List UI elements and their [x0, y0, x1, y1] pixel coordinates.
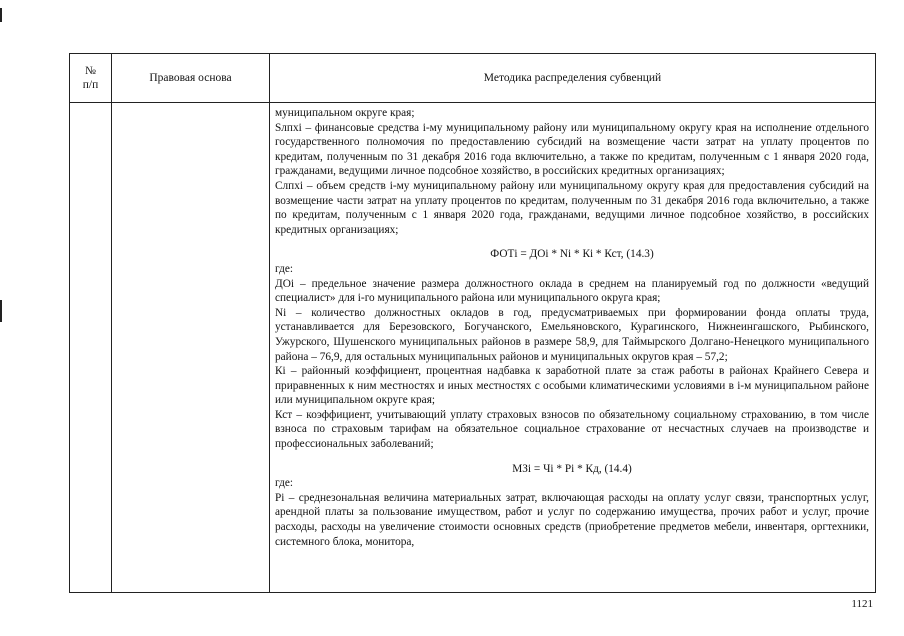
table-header-row: [70, 54, 876, 103]
where-label: где:: [275, 477, 293, 490]
header-legal-basis: Правовая основа: [112, 54, 270, 103]
margin-mark-middle: [0, 300, 2, 322]
header-number: № п/п: [70, 54, 112, 103]
paragraph: Кст – коэффициент, учитывающий уплату страховых взносов по обязательному социальному страхованию, в том числе взноса по страховым тарифам на обязательное социальное страхование от несчастных случаев на производстве и профессиональных заболеваний;: [275, 408, 869, 451]
page-number: 1121: [851, 598, 873, 610]
formula-14-3: ФОТi = ДОi * Ni * Кi * Кст, (14.3): [490, 248, 654, 261]
margin-mark-top: [0, 8, 2, 22]
paragraph: Слпхi – объем средств i-му муниципальному району или муниципальному округу края для предоставления субсидий на возмещение части затрат на уплату процентов по кредитам, полученным по 31 декабря 2016 года включительно, а также по кредитам, полученным с 1 января 2020 года, гражданами, ведущими личное подсобное хозяйство, в российских кредитных организациях;: [275, 179, 869, 236]
paragraph: ДОi – предельное значение размера должностного оклада в среднем на планируемый год по должности «ведущий специалист» для i-го муниципального района или муниципального округа края;: [275, 277, 869, 305]
formula-14-4: МЗi = Чi * Рi * Кд, (14.4): [512, 462, 632, 475]
cell-methodology: [270, 103, 876, 593]
cell-number: [70, 103, 112, 593]
paragraph: Sлпхi – финансовые средства i-му муниципальному району или муниципальному округу края на исполнение отдельного государственного полномочия по предоставлению субсидий на возмещение части затрат на уплату процентов по кредитам, полученным по 31 декабря 2016 года включительно, а также по кредитам, полученным с 1 января 2020 года, гражданами, ведущими личное подсобное хозяйство, в российских кредитных организациях;: [275, 121, 869, 178]
where-label: где:: [275, 262, 293, 275]
paragraph: муниципальном округе края;: [275, 107, 415, 119]
paragraph: Рi – среднезональная величина материальных затрат, включающая расходы на оплату услуг связи, транспортных услуг, арендной платы за пользование имуществом, работ и услуг по содержанию имущества, прочих работ и услуг, прочие расходы, расходы на увеличение стоимости основных средств (приобретение предметов мебели, инвентаря, оргтехники, системного блока, монитора,: [275, 491, 869, 548]
cell-legal-basis: [112, 103, 270, 593]
paragraph: Ni – количество должностных окладов в год, предусматриваемых при формировании фонда оплаты труда, устанавливается для Березовского, Богучанского, Емельяновского, Курагинского, Нижнеингашского, Рыбинского, Ужурского, Шушенского муниципальных районов в размере 58,9, для Таймырского Долгано-Ненецкого муниципального района – 76,9, для остальных муниципальных районов и муниципальных округов края – 57,2;: [275, 306, 869, 363]
subvention-table: [69, 53, 876, 593]
header-methodology: Методика распределения субвенций: [270, 54, 876, 103]
paragraph: Кi – районный коэффициент, процентная надбавка к заработной плате за стаж работы в районах Крайнего Севера и приравненных к ним местностях и иных местностях с особыми климатическими условиями в i-м муниципальном районе или муниципальном округе края;: [275, 365, 869, 407]
table-row: [70, 103, 876, 593]
